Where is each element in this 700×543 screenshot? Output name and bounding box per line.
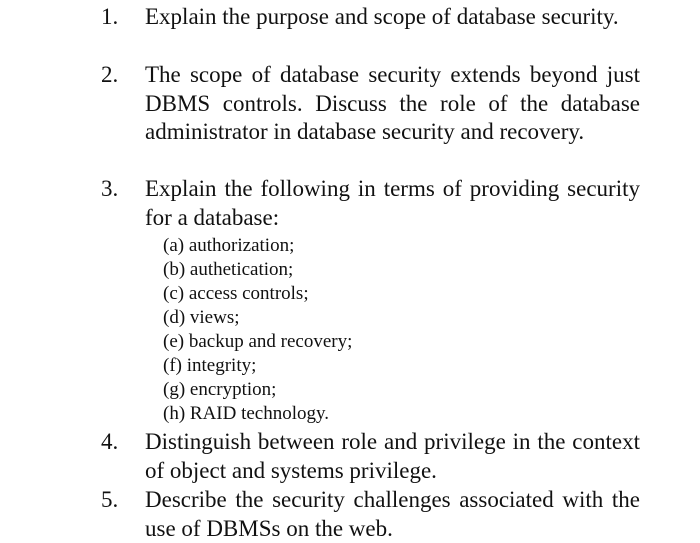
list-item: (g) encryption;: [163, 379, 277, 400]
list-item: (d) views;: [163, 307, 240, 328]
question-number: 1.: [101, 4, 119, 29]
question-3-subitems: [163, 234, 463, 426]
question-text: Distinguish between role and privilege in the context of object and systems privilege.: [145, 429, 640, 483]
question-4: [101, 428, 640, 485]
question-number: 2.: [101, 62, 119, 87]
question-text: Describe the security challenges associated with the use of DBMSs on the web.: [145, 487, 640, 541]
question-text: Explain the purpose and scope of database security.: [145, 4, 619, 29]
list-item: (e) backup and recovery;: [163, 331, 353, 352]
question-5: [101, 486, 640, 543]
list-item: (b) authetication;: [163, 259, 294, 280]
question-text: The scope of database security extends beyond just DBMS controls. Discuss the role of the database administrator in database security and recovery.: [145, 62, 640, 145]
list-item: (a) authorization;: [163, 235, 295, 256]
question-text: Explain the following in terms of providing security for a database:: [145, 176, 640, 230]
list-item: (f) integrity;: [163, 355, 257, 376]
question-1: [101, 3, 640, 32]
question-number: 3.: [101, 176, 119, 201]
question-2: [101, 61, 640, 147]
question-number: 5.: [101, 487, 119, 512]
list-item: (h) RAID technology.: [163, 403, 330, 424]
question-3: [101, 175, 640, 232]
list-item: (c) access controls;: [163, 283, 309, 304]
question-number: 4.: [101, 429, 119, 454]
